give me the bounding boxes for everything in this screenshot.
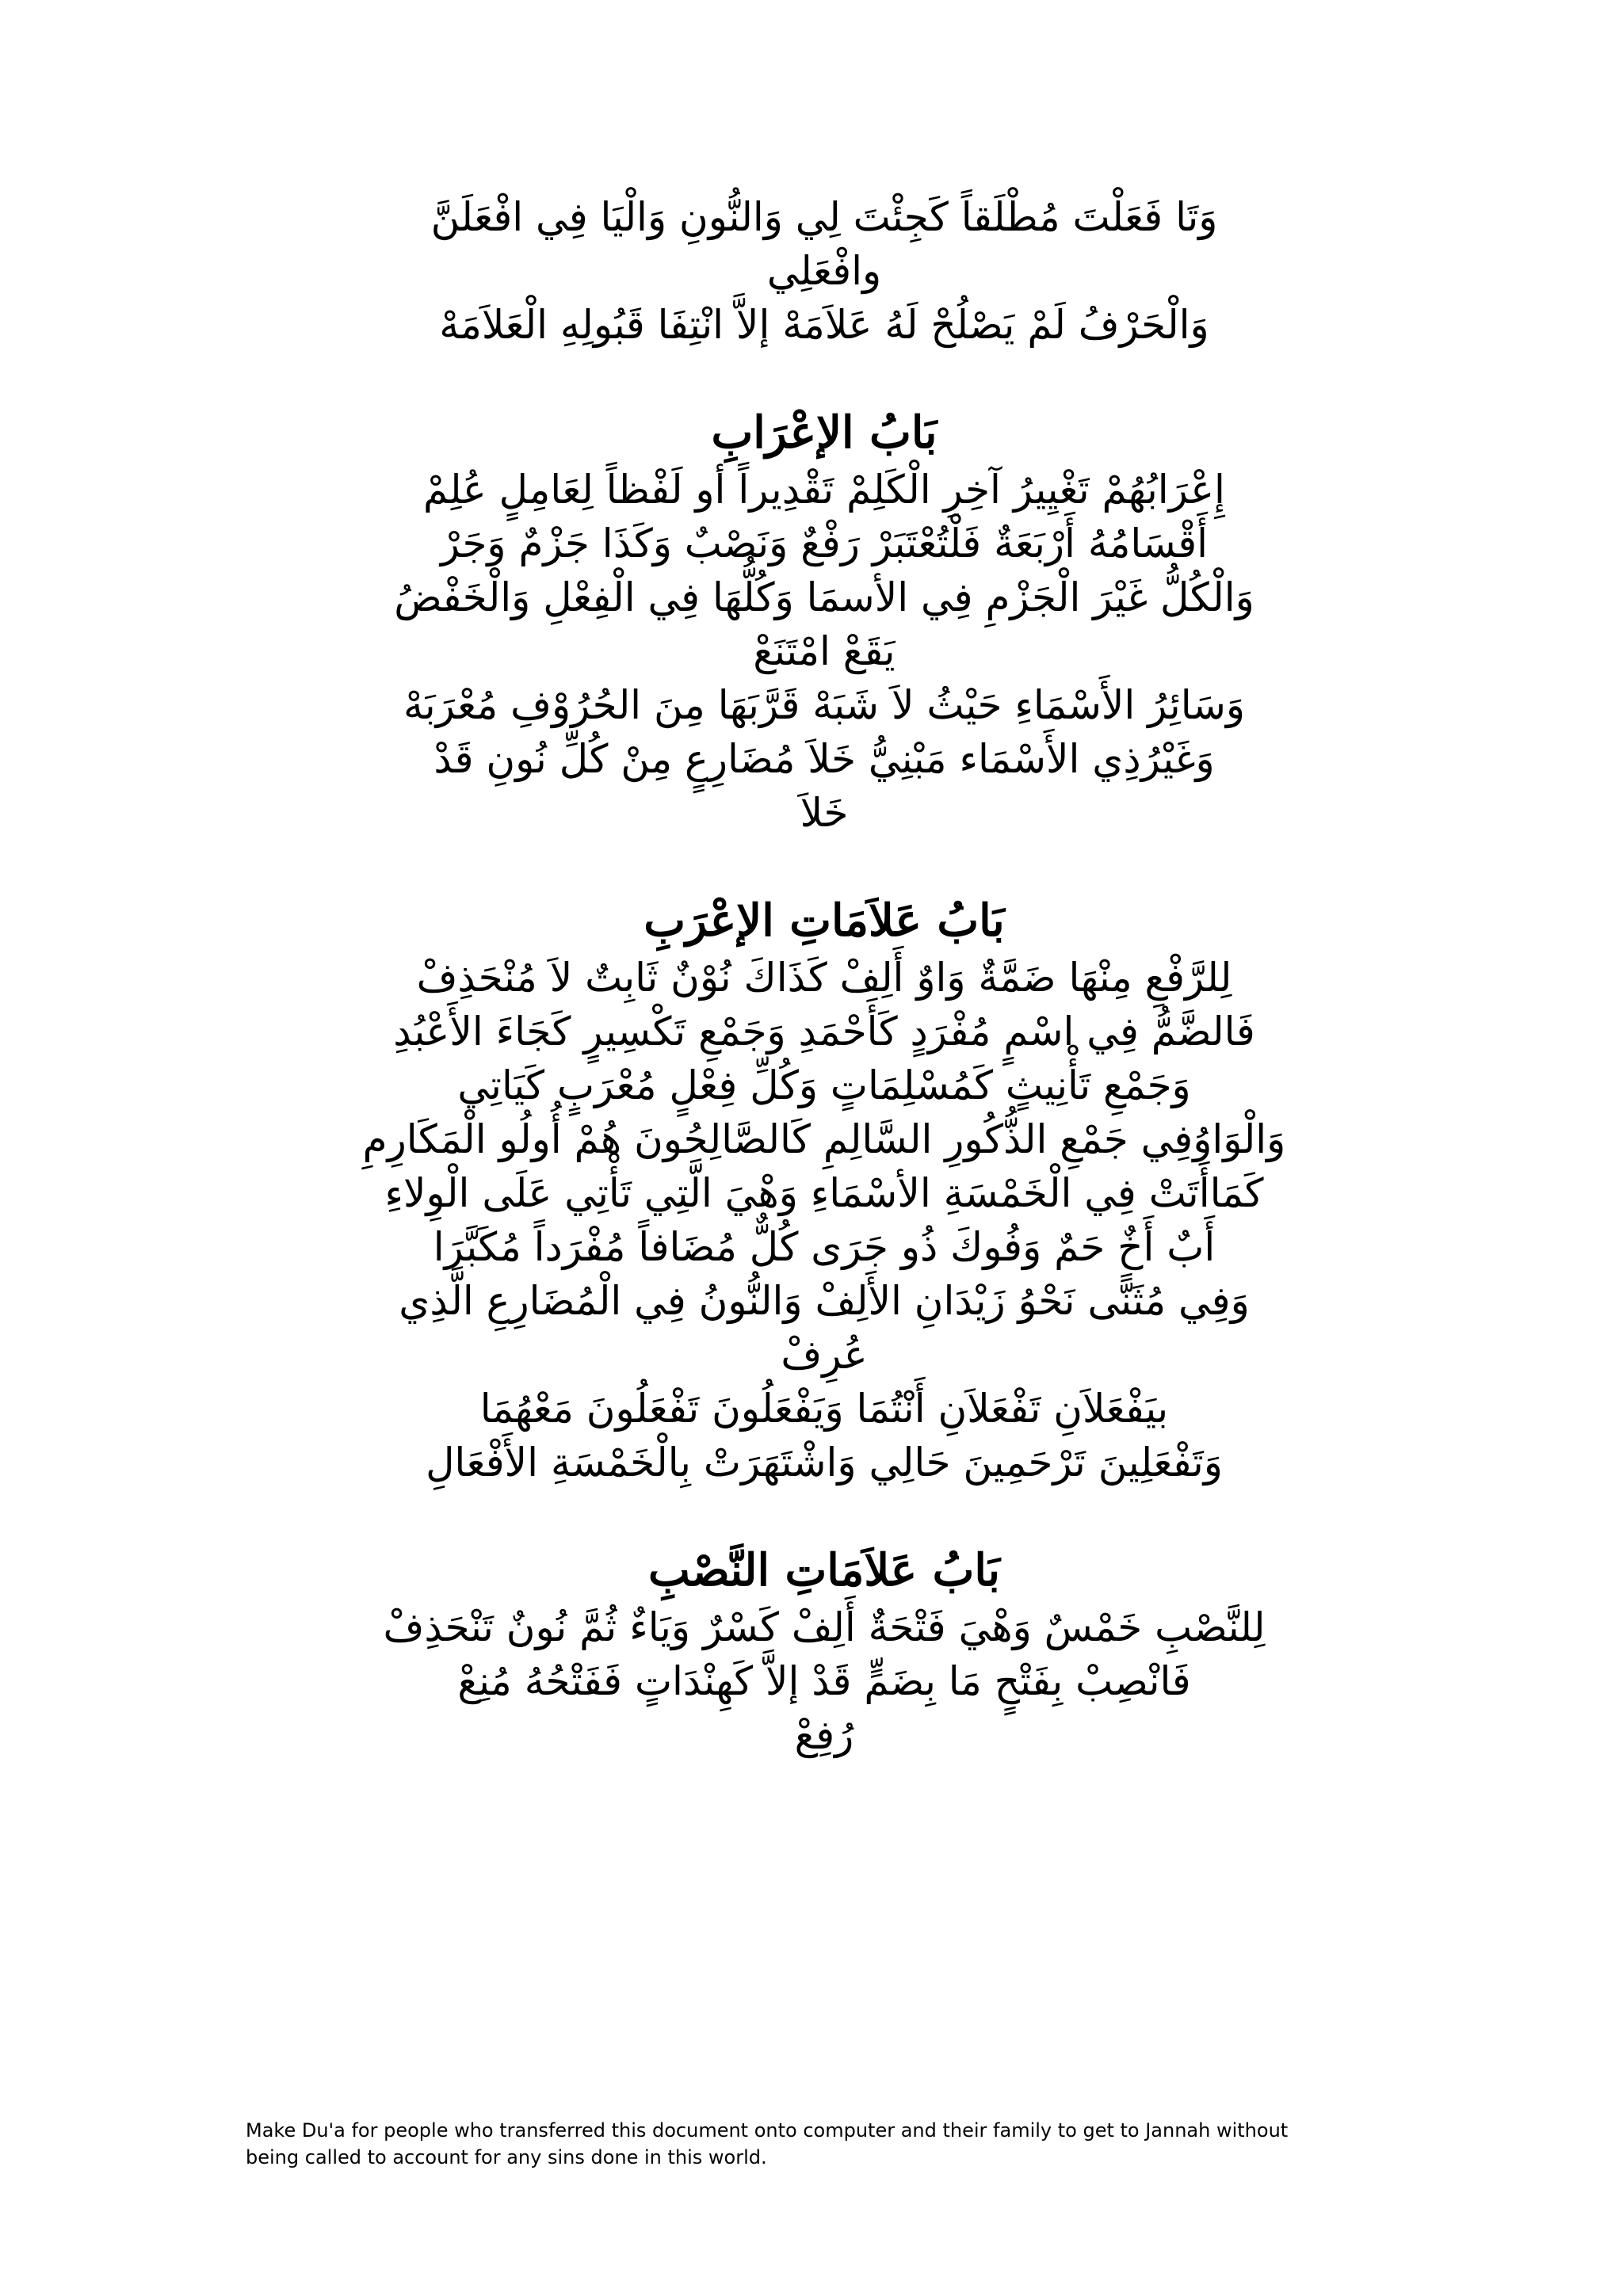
verse-line: فَالضَّمُّ فِي اسْمٍ مُفْرَدٍ كَأَحْمَدِ وَجَمْعِ تَكْسِيرٍ كَجَاءَ الأَعْبُدِ xyxy=(393,1009,1255,1055)
verse-line: فَانْصِبْ بِفَتْحٍ مَا بِضَمٍّ قَدْ إلاَّ كَهِنْدَاتٍ فَفَتْحُهُ مُنِعْ xyxy=(457,1658,1191,1704)
verse-line: وَتَا فَعَلْتَ مُطْلَقاً كَجِئْتَ لِي وَالنُّونِ وَالْيَا فِي افْعَلَنَّ xyxy=(430,194,1218,240)
verse-line: لِلنَّصْبِ خَمْسٌ وَهْيَ فَتْحَةٌ أَلِفْ كَسْرٌ وَيَاءٌ ثُمَّ نُونٌ تَنْحَذِفْ xyxy=(383,1604,1266,1650)
section-spacer xyxy=(238,840,1411,891)
verse-line: كَمَاأَتَتْ فِي الْخَمْسَةِ الأسْمَاءِ وَهْيَ الَّتِي تَأْتِي عَلَى الْوِلاءِ xyxy=(384,1170,1264,1216)
section-spacer xyxy=(238,1489,1411,1540)
verse-line: أَبٌ أَخٌ حَمٌ وَفُوكَ ذُو جَرَى كُلٌّ مُضَافاً مُفْرَداً مُكَبَّرَا xyxy=(433,1224,1216,1270)
footer-line: being called to account for any sins done in this world. xyxy=(246,2146,767,2168)
section-title: بَابُ عَلاَمَاتِ الإعْرَبِ xyxy=(643,894,1005,947)
verse-line: وَفِي مُثَنًّى نَحْوُ زَيْدَانِ الأَلِفْ وَالنُّونُ فِي الْمُضَارِعِ الَّذِي xyxy=(399,1278,1250,1324)
verse-line-continuation: وافْعَلِي xyxy=(766,248,882,294)
section-spacer xyxy=(238,352,1411,402)
section-title: بَابُ عَلاَمَاتِ النَّصْبِ xyxy=(647,1544,1001,1596)
verse-line: بيَفْعَلاَنِ تَفْعَلاَنِ أَنْتُمَا وَيَفْعَلُونَ تَفْعَلُونَ مَعْهُمَا xyxy=(479,1386,1169,1432)
verse-line: وَسَائِرُ الأَسْمَاءِ حَيْثُ لاَ شَبَهْ قَرَّبَهَا مِنَ الحُرُوْفِ مُعْرَبَهْ xyxy=(403,682,1245,728)
intro-block xyxy=(238,190,1411,352)
poem-body xyxy=(238,190,1411,1762)
section-irab-signs xyxy=(238,891,1411,1489)
verse-line: لِلرَّفْعِ مِنْهَا ضَمَّةٌ وَاوٌ أَلِفْ كَذَاكَ نُوْنٌ ثَابِتٌ لاَ مُنْحَذِفْ xyxy=(416,955,1232,1001)
section-title: بَابُ الإعْرَابِ xyxy=(711,406,938,459)
verse-line-continuation: رُفِعْ xyxy=(794,1712,854,1758)
verse-line: وَالْوَاوُفِي جَمْعِ الذُّكُورِ السَّالِمِ كَالصَّالِحُونَ هُمْ أُولُو الْمَكَارِمِ xyxy=(362,1116,1286,1162)
verse-line-continuation: خَلاَ xyxy=(800,790,849,836)
footer-line: Make Du'a for people who transferred this document onto computer and their family to get to Jannah without xyxy=(246,2119,1289,2142)
verse-line-continuation: يَقَعْ امْتَنَعْ xyxy=(753,628,896,674)
footer-note xyxy=(246,2117,1434,2171)
verse-line: أَقْسَامُهُ أَرْبَعَةٌ فَلْتُعْتَبَرْ رَفْعٌ وَنَصْبٌ وَكَذَا جَزْمٌ وَجَرْ xyxy=(440,521,1209,566)
section-irab xyxy=(238,402,1411,840)
verse-line: وَجَمْعِ تَأْنِيثٍ كَمُسْلِمَاتٍ وَكُلِّ فِعْلٍ مُعْرَبٍ كَيَاتِي xyxy=(457,1062,1191,1108)
verse-line: وَالْكُلُّ غَيْرَ الْجَزْمِ فِي الأسمَا وَكُلُّهَا فِي الْفِعْلِ وَالْخَفْضُ xyxy=(394,574,1254,620)
section-nasb-signs xyxy=(238,1540,1411,1762)
verse-line: وَالْحَرْفُ لَمْ يَصْلُحْ لَهُ عَلاَمَهْ إلاَّ انْتِفَا قَبُولِهِ الْعَلاَمَهْ xyxy=(439,302,1209,348)
verse-line: وَغَيْرُذِي الأَسْمَاء مَبْنِيُّ خَلاَ مُضَارِعٍ مِنْ كُلِّ نُونِ قَدْ xyxy=(433,736,1215,782)
verse-line: وَتَفْعَلِينَ تَرْحَمِينَ حَالِي وَاشْتَهَرَتْ بِالْخَمْسَةِ الأَفْعَالِ xyxy=(426,1440,1223,1486)
verse-line-continuation: عُرِفْ xyxy=(781,1332,868,1378)
verse-line: إِعْرَابُهُمْ تَغْيِيرُ آخِرِ الْكَلِمْ تَقْدِيراً أو لَفْظاً لِعَامِلٍ عُلِمْ xyxy=(423,467,1225,513)
